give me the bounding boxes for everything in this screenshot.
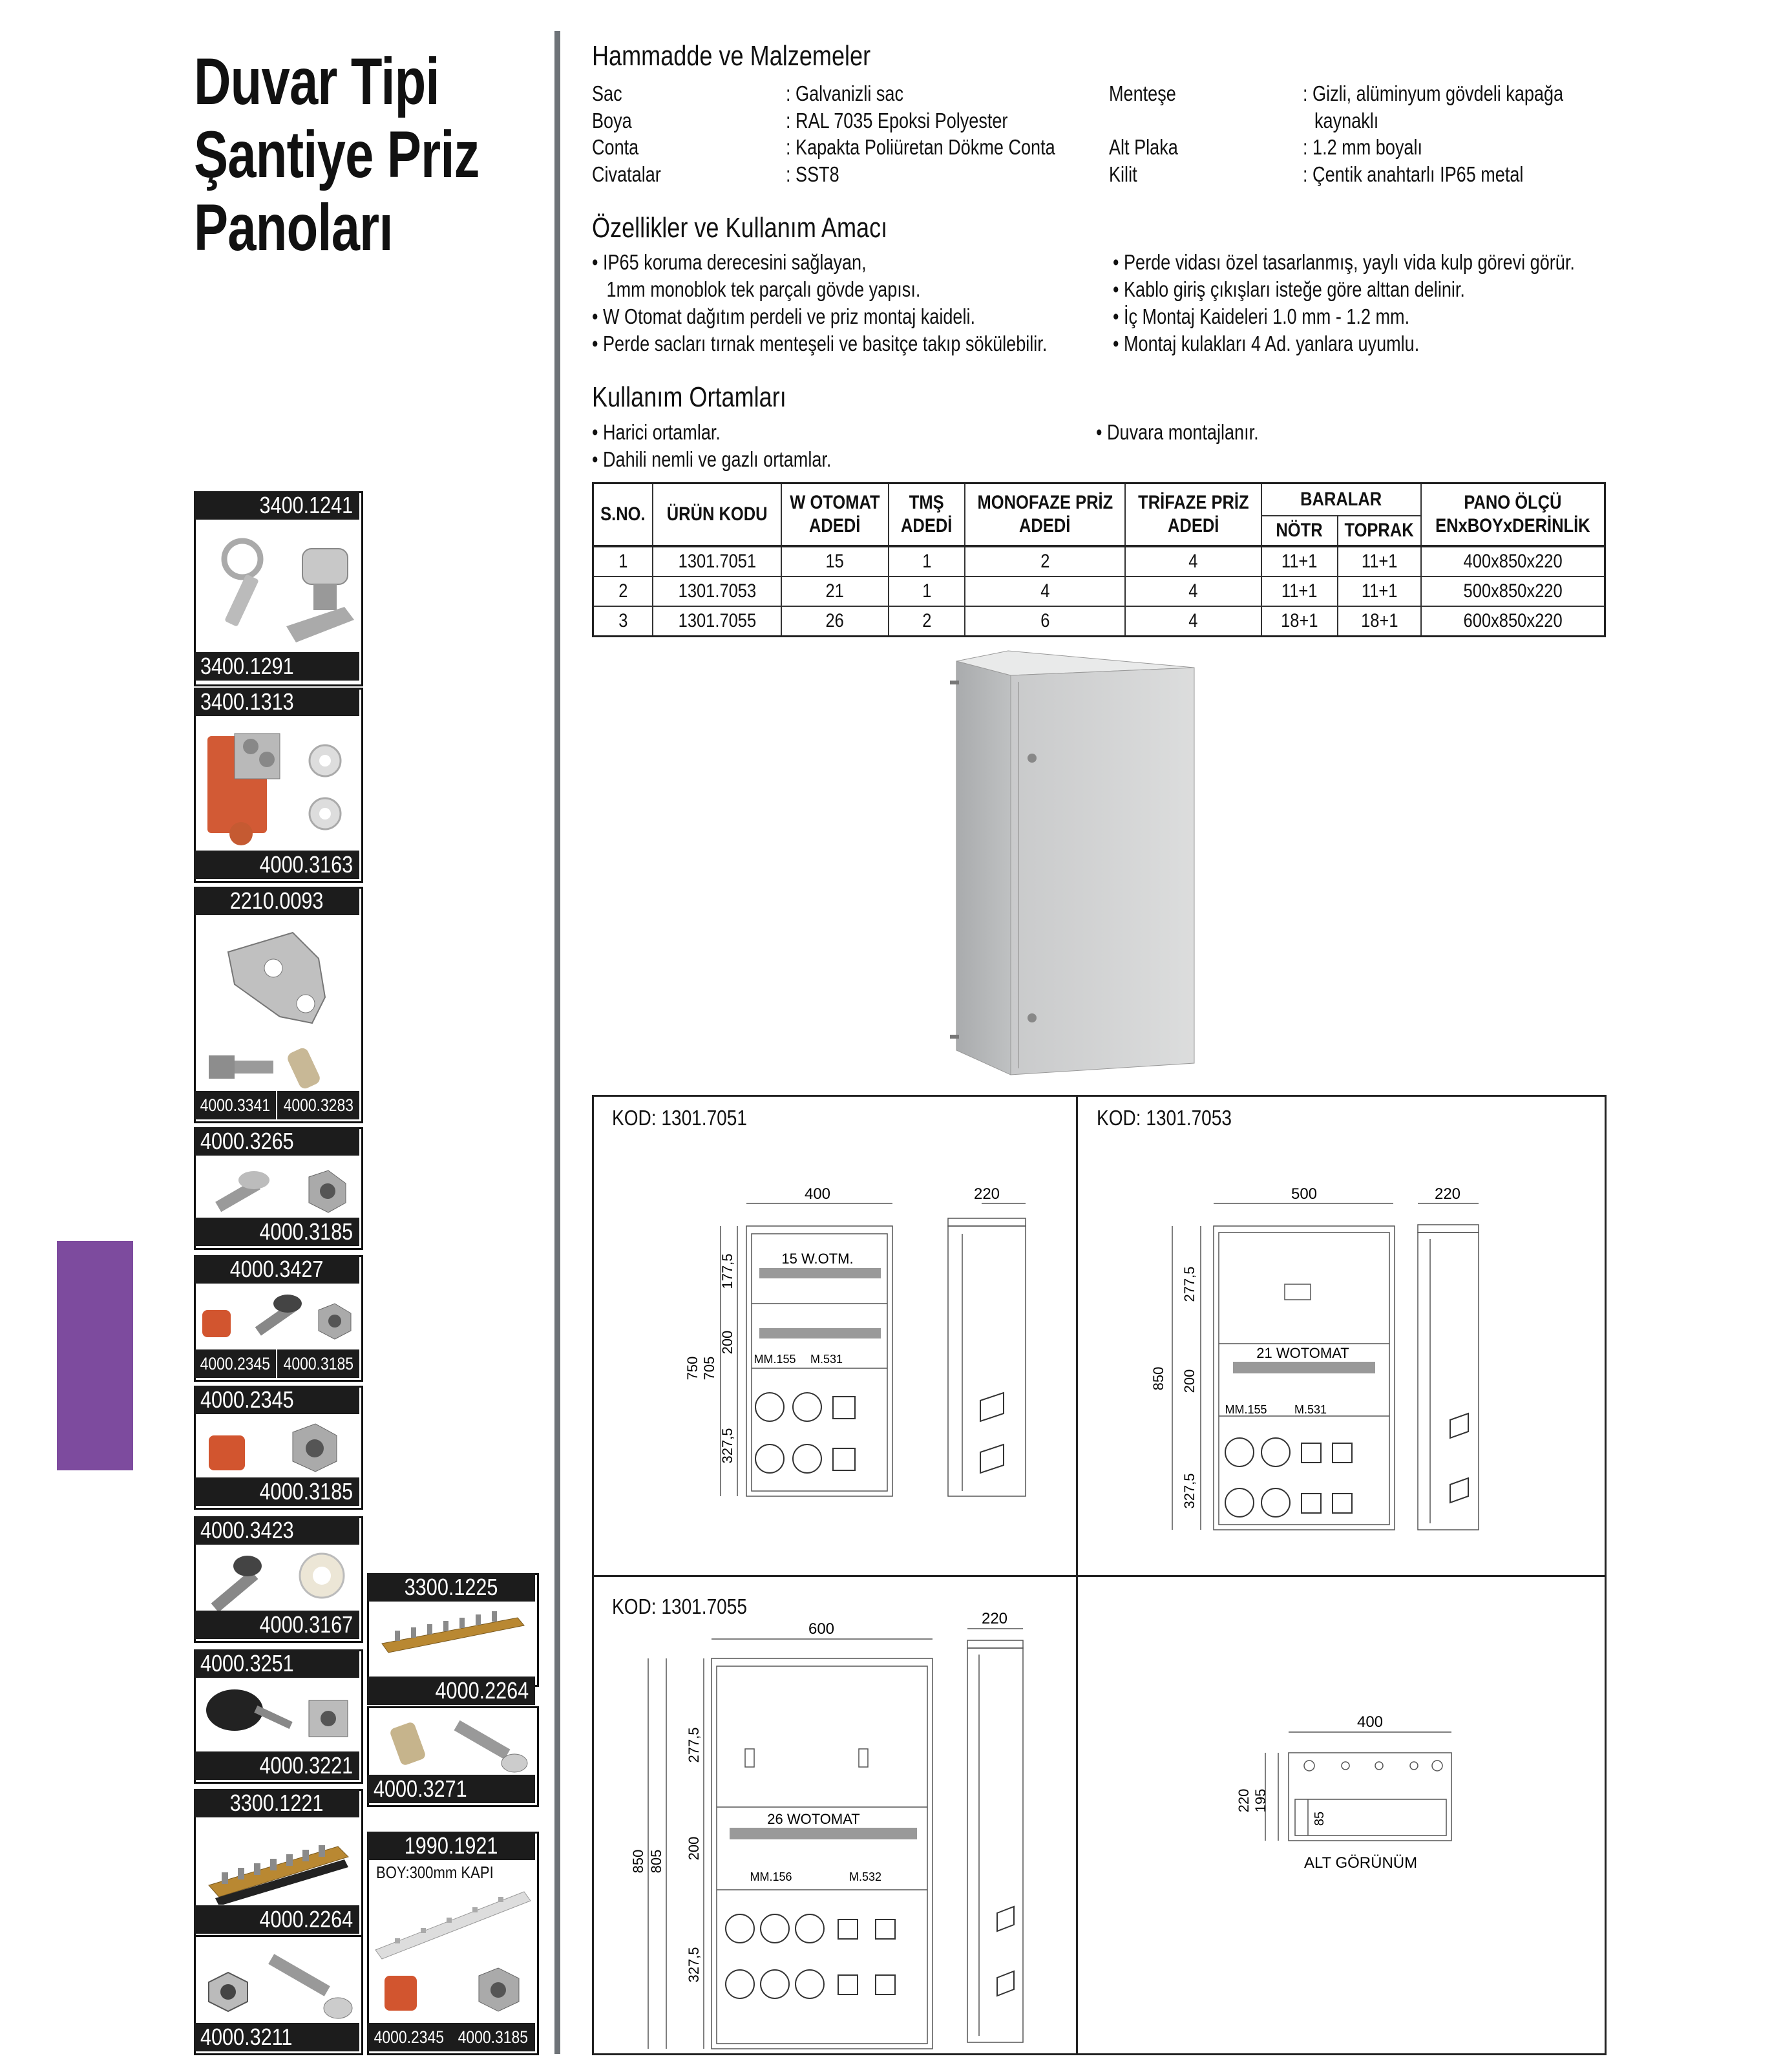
drawing-1301-7051 bbox=[594, 1097, 1076, 1575]
dim-width: 500 bbox=[1291, 1185, 1318, 1203]
bracket-bolt-icon bbox=[196, 920, 361, 1094]
cabinet-image bbox=[943, 650, 1208, 1083]
part-code-label: 4000.3341 bbox=[194, 1091, 276, 1119]
feature-item: 1mm monoblok tek parçalı gövde yapısı. bbox=[592, 277, 921, 301]
part-box-bracket bbox=[194, 887, 363, 1123]
table-row: 1 1301.7051 15 1 2 4 11+1 11+1 400x850x220 bbox=[593, 546, 1605, 577]
material-label: Sac bbox=[592, 81, 622, 105]
col-toprak: TOPRAK bbox=[1338, 516, 1421, 546]
part-code-label: 4000.3185 bbox=[277, 1349, 359, 1378]
dim-h1: 850 bbox=[1150, 1366, 1166, 1391]
rail-insert-nut-icon bbox=[369, 1879, 537, 2021]
dim-h2: 195 bbox=[1252, 1788, 1269, 1813]
material-value: : SST8 bbox=[786, 162, 839, 186]
col-pano-olcu: PANO ÖLÇÜ ENxBOYxDERİNLİK bbox=[1421, 483, 1605, 547]
material-value: : Galvanizli sac bbox=[786, 81, 903, 105]
col-sno: S.NO. bbox=[593, 483, 653, 547]
rail-note: BOY:300mm KAPI bbox=[376, 1863, 494, 1882]
feature-item: • IP65 koruma derecesini sağlayan, bbox=[592, 250, 867, 274]
dim-s3: 327,5 bbox=[719, 1428, 735, 1464]
title-line-2: Şantiye Priz bbox=[194, 118, 480, 191]
material-value: : RAL 7035 Epoksi Polyester bbox=[786, 109, 1008, 132]
part-code-label: 4000.2264 bbox=[194, 1905, 359, 1934]
technical-drawings-grid bbox=[592, 1095, 1607, 2055]
material-value-cont: kaynaklı bbox=[1314, 109, 1379, 132]
col-urun-kodu: ÜRÜN KODU bbox=[653, 483, 781, 547]
col-baralar: BARALAR bbox=[1261, 483, 1421, 516]
feature-item: • Perde vidası özel tasarlanmış, yaylı vida kulp görevi görür. bbox=[1113, 250, 1575, 274]
part-code-label: 3400.1291 bbox=[194, 652, 359, 681]
dim-h3: 85 bbox=[1312, 1811, 1327, 1826]
screw-washer-icon bbox=[196, 1547, 361, 1611]
col-monofaze: MONOFAZE PRİZ ADEDİ bbox=[965, 483, 1126, 547]
part-code-label: 3400.1313 bbox=[194, 688, 359, 716]
part-code-label: 4000.2345 bbox=[194, 1386, 359, 1414]
title-line-1: Duvar Tipi bbox=[194, 45, 439, 118]
insert-nut-icon bbox=[196, 1416, 361, 1481]
part-code-label: 3300.1221 bbox=[194, 1789, 359, 1817]
feature-item: • İç Montaj Kaideleri 1.0 mm - 1.2 mm. bbox=[1113, 304, 1410, 328]
dim-h1: 750 bbox=[684, 1356, 701, 1381]
dim-h2: 705 bbox=[701, 1356, 717, 1381]
dim-width: 400 bbox=[804, 1185, 831, 1203]
dim-s1: 277,5 bbox=[686, 1727, 702, 1763]
dim-h1: 220 bbox=[1236, 1788, 1252, 1813]
page-title bbox=[194, 45, 480, 264]
part-code-label: 4000.3167 bbox=[194, 1611, 359, 1639]
material-value: : Çentik anahtarlı IP65 metal bbox=[1303, 162, 1524, 186]
part-code-label: 4000.3265 bbox=[194, 1127, 359, 1156]
title-line-3: Panoları bbox=[194, 191, 393, 264]
material-label: Boya bbox=[592, 109, 632, 132]
drawing-1301-7055 bbox=[594, 1577, 1076, 2053]
dim-s1: 177,5 bbox=[719, 1253, 735, 1289]
hinge-washer-icon bbox=[196, 721, 361, 856]
part-code-label: 4000.3185 bbox=[194, 1218, 359, 1246]
part-code-label: 4000.3271 bbox=[367, 1775, 535, 1803]
part-code-label: 2210.0093 bbox=[194, 887, 359, 915]
col-w-otomat: W OTOMAT ADEDİ bbox=[781, 483, 889, 547]
dim-s2: 200 bbox=[1181, 1369, 1197, 1393]
part-code-label: 1990.1921 bbox=[367, 1832, 535, 1860]
table-row: 2 1301.7053 21 1 4 4 11+1 11+1 500x850x220 bbox=[593, 577, 1605, 606]
busbar-small-icon bbox=[369, 1605, 537, 1656]
dim-h1: 850 bbox=[630, 1849, 646, 1874]
part-code-label: 3400.1241 bbox=[194, 491, 359, 520]
material-label: Conta bbox=[592, 135, 639, 159]
otomat-label: 15 W.OTM. bbox=[781, 1251, 854, 1267]
part-code-label: 4000.3427 bbox=[194, 1255, 359, 1284]
feature-item: • Perde sacları tırnak menteşeli ve basitçe takıp sökülebilir. bbox=[592, 332, 1048, 355]
otomat-label: 26 WOTOMAT bbox=[767, 1811, 860, 1827]
section-tab-marker bbox=[57, 1241, 133, 1470]
feature-item: • Montaj kulakları 4 Ad. yanlara uyumlu. bbox=[1113, 332, 1420, 355]
dim-depth: 220 bbox=[973, 1185, 1000, 1203]
view-label: ALT GÖRÜNÜM bbox=[1304, 1854, 1418, 1872]
col-trifaze: TRİFAZE PRİZ ADEDİ bbox=[1125, 483, 1261, 547]
material-label: Civatalar bbox=[592, 162, 661, 186]
dim-s3: 327,5 bbox=[686, 1947, 702, 1983]
usage-item: • Duvara montajlanır. bbox=[1096, 420, 1259, 444]
dim-s3: 327,5 bbox=[1181, 1473, 1197, 1509]
m-label: M.531 bbox=[810, 1353, 843, 1366]
busbar-icon bbox=[196, 1821, 361, 1905]
usage-item: • Dahili nemli ve gazlı ortamlar. bbox=[592, 447, 832, 471]
part-code-label: 4000.3423 bbox=[194, 1516, 359, 1545]
mm-label: MM.155 bbox=[754, 1353, 796, 1366]
product-table bbox=[592, 482, 1606, 637]
mm-label: MM.156 bbox=[750, 1870, 792, 1883]
usage-item: • Harici ortamlar. bbox=[592, 420, 721, 444]
dim-depth: 220 bbox=[1434, 1185, 1461, 1203]
material-value: : 1.2 mm boyalı bbox=[1303, 135, 1422, 159]
dim-depth: 220 bbox=[981, 1610, 1008, 1627]
drawing-bottom-view bbox=[1078, 1577, 1605, 2053]
usage-heading: Kullanım Ortamları bbox=[592, 381, 786, 413]
dim-s1: 277,5 bbox=[1181, 1266, 1197, 1302]
dim-width: 600 bbox=[808, 1620, 835, 1638]
material-label: Alt Plaka bbox=[1109, 135, 1178, 159]
part-code-label: 4000.3185 bbox=[194, 1477, 359, 1506]
part-code-label: 3300.1225 bbox=[367, 1573, 535, 1602]
part-code-label: 4000.3163 bbox=[194, 851, 359, 879]
drawing-1301-7053 bbox=[1078, 1097, 1605, 1575]
m-label: M.531 bbox=[1294, 1403, 1327, 1416]
part-code-label: 4000.3283 bbox=[277, 1091, 359, 1119]
nut-screw-icon bbox=[196, 1943, 361, 2021]
material-label: Kilit bbox=[1109, 162, 1137, 186]
part-code-label: 4000.3251 bbox=[194, 1649, 359, 1678]
part-code-label: 4000.3185 bbox=[451, 2023, 535, 2051]
dim-width: 400 bbox=[1356, 1713, 1384, 1731]
insert-screw-nut-icon bbox=[196, 1284, 361, 1349]
col-tms: TMŞ ADEDİ bbox=[889, 483, 965, 547]
part-code-label: 4000.3211 bbox=[194, 2023, 359, 2051]
table-row: 3 1301.7055 26 2 6 4 18+1 18+1 600x850x220 bbox=[593, 606, 1605, 637]
drawing-code: KOD: 1301.7051 bbox=[612, 1106, 747, 1130]
dim-h2: 805 bbox=[648, 1849, 664, 1874]
drawing-code: KOD: 1301.7053 bbox=[1097, 1106, 1232, 1130]
features-heading: Özellikler ve Kullanım Amacı bbox=[592, 212, 888, 244]
col-notr: NÖTR bbox=[1261, 516, 1338, 546]
part-code-label: 4000.2345 bbox=[367, 2023, 451, 2051]
material-value: : Gizli, alüminyum gövdeli kapağa bbox=[1303, 81, 1564, 105]
dim-s2: 200 bbox=[719, 1330, 735, 1355]
vertical-divider bbox=[554, 31, 560, 2054]
otomat-label: 21 WOTOMAT bbox=[1256, 1345, 1349, 1361]
materials-heading: Hammadde ve Malzemeler bbox=[592, 40, 871, 72]
dim-s2: 200 bbox=[686, 1836, 702, 1861]
drawing-code: KOD: 1301.7055 bbox=[612, 1594, 747, 1618]
knob-cage-nut-icon bbox=[196, 1681, 361, 1752]
part-code-label: 4000.2345 bbox=[194, 1349, 276, 1378]
insert-bolt-icon bbox=[369, 1708, 537, 1773]
feature-item: • Kablo giriş çıkışları isteğe göre alttan delinir. bbox=[1113, 277, 1465, 301]
screw-nut-icon bbox=[196, 1158, 361, 1222]
material-value: : Kapakta Poliüretan Dökme Conta bbox=[786, 135, 1055, 159]
part-code-label: 4000.2264 bbox=[367, 1677, 535, 1705]
part-code-label: 4000.3221 bbox=[194, 1751, 359, 1780]
feature-item: • W Otomat dağıtım perdeli ve priz montaj kaideli. bbox=[592, 304, 976, 328]
material-label: Menteşe bbox=[1109, 81, 1176, 105]
mm-label: MM.155 bbox=[1225, 1403, 1267, 1416]
m-label: M.532 bbox=[849, 1870, 882, 1883]
